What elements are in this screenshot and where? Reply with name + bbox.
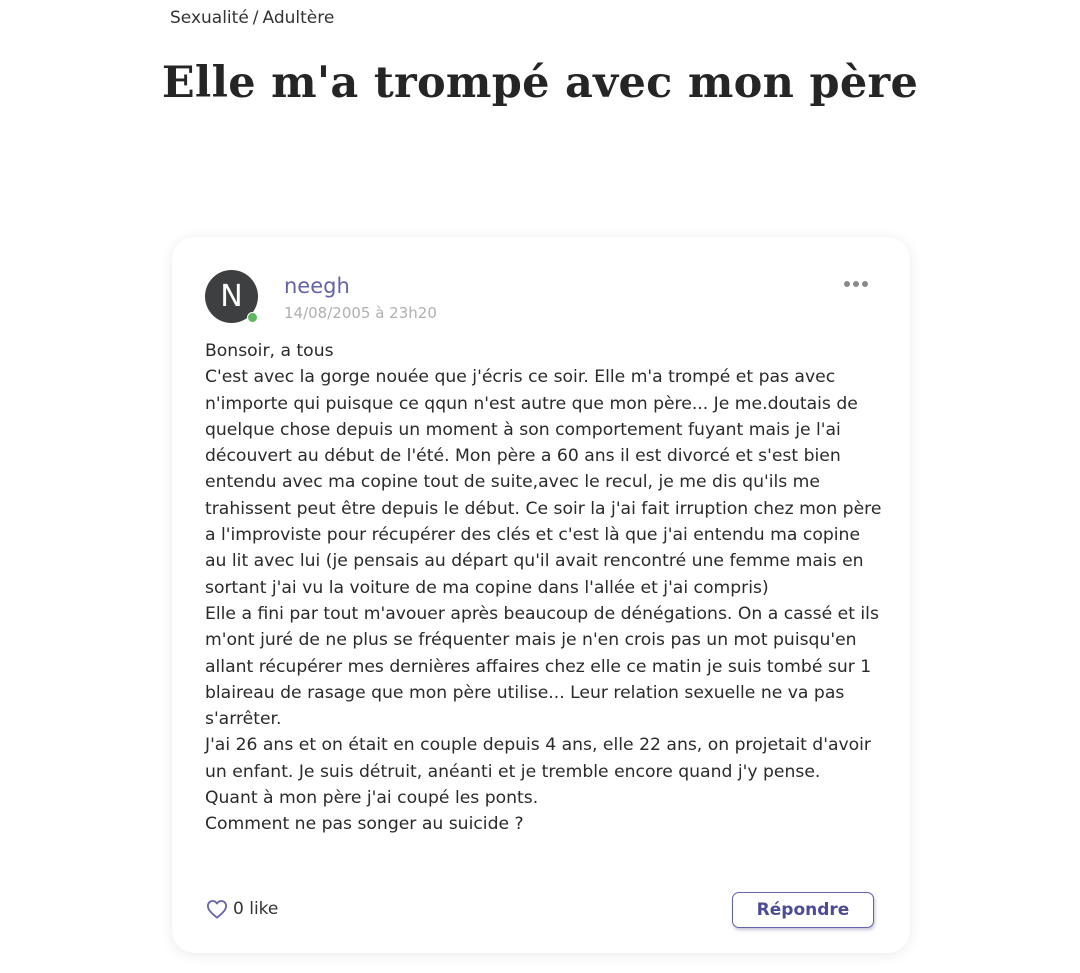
post-body-line: Quant à mon père j'ai coupé les ponts.: [205, 788, 539, 809]
post-date: 14/08/2005 à 23h20: [284, 304, 437, 322]
heart-outline-icon: [206, 899, 228, 919]
post-author-username[interactable]: neegh: [284, 274, 350, 298]
online-status-indicator: [247, 312, 258, 323]
like-count: 0 like: [233, 899, 279, 919]
post-body-line: C'est avec la gorge nouée que j'écris ce soir. Elle m'a trompé et pas avec n'importe qui puisque ce qqun n'est autre que mon père... Je me.doutais de quelque chose depuis un moment à son comportement fuyant mais je l'ai découvert au début de l'été. Mon père a 60 ans il est divorcé et s'est bien entendu avec ma copine tout de suite,avec le recul, je me dis qu'ils me trahissent peut être depuis le début. Ce soir la j'ai fait irruption chez mon père a l'improviste pour récupérer des clés et c'est là que j'ai entendu ma copine au lit avec lui (je pensais au départ qu'il avait rencontré une femme mais en sortant j'ai vu la voiture de ma copine dans l'allée et j'ai compris): [205, 367, 882, 598]
post-body-line: Comment ne pas songer au suicide ?: [205, 814, 524, 835]
post-body-line: Bonsoir, a tous: [205, 341, 334, 361]
like-button[interactable]: [206, 899, 278, 919]
post-body-line: Elle a fini par tout m'avouer après beaucoup de dénégations. On a cassé et ils m'ont juré de ne plus se fréquenter mais je n'en crois pas un mot puisqu'en allant récupérer mes dernières affaires chez elle ce matin je suis tombé sur 1 blaireau de rasage que mon père utilise... Leur relation sexuelle ne va pas s'arrêter.: [205, 603, 879, 730]
more-options-button[interactable]: [844, 273, 874, 293]
avatar[interactable]: N: [205, 270, 258, 323]
post-body: [205, 338, 885, 838]
page-title: Elle m'a trompé avec mon père: [161, 58, 919, 108]
post-body-line: J'ai 26 ans et on était en couple depuis 4 ans, elle 22 ans, on projetait d'avoir un enfant. Je suis détruit, anéanti et je tremble encore quand j'y pense.: [205, 735, 871, 782]
breadcrumb-category-link[interactable]: Sexualité: [170, 8, 249, 28]
breadcrumb-subcategory-link[interactable]: Adultère: [262, 8, 335, 28]
breadcrumb-separator: /: [252, 8, 259, 28]
reply-button[interactable]: Répondre: [732, 892, 874, 928]
breadcrumb: [170, 8, 334, 28]
post-card: [172, 237, 910, 953]
more-horizontal-icon: [844, 273, 874, 287]
